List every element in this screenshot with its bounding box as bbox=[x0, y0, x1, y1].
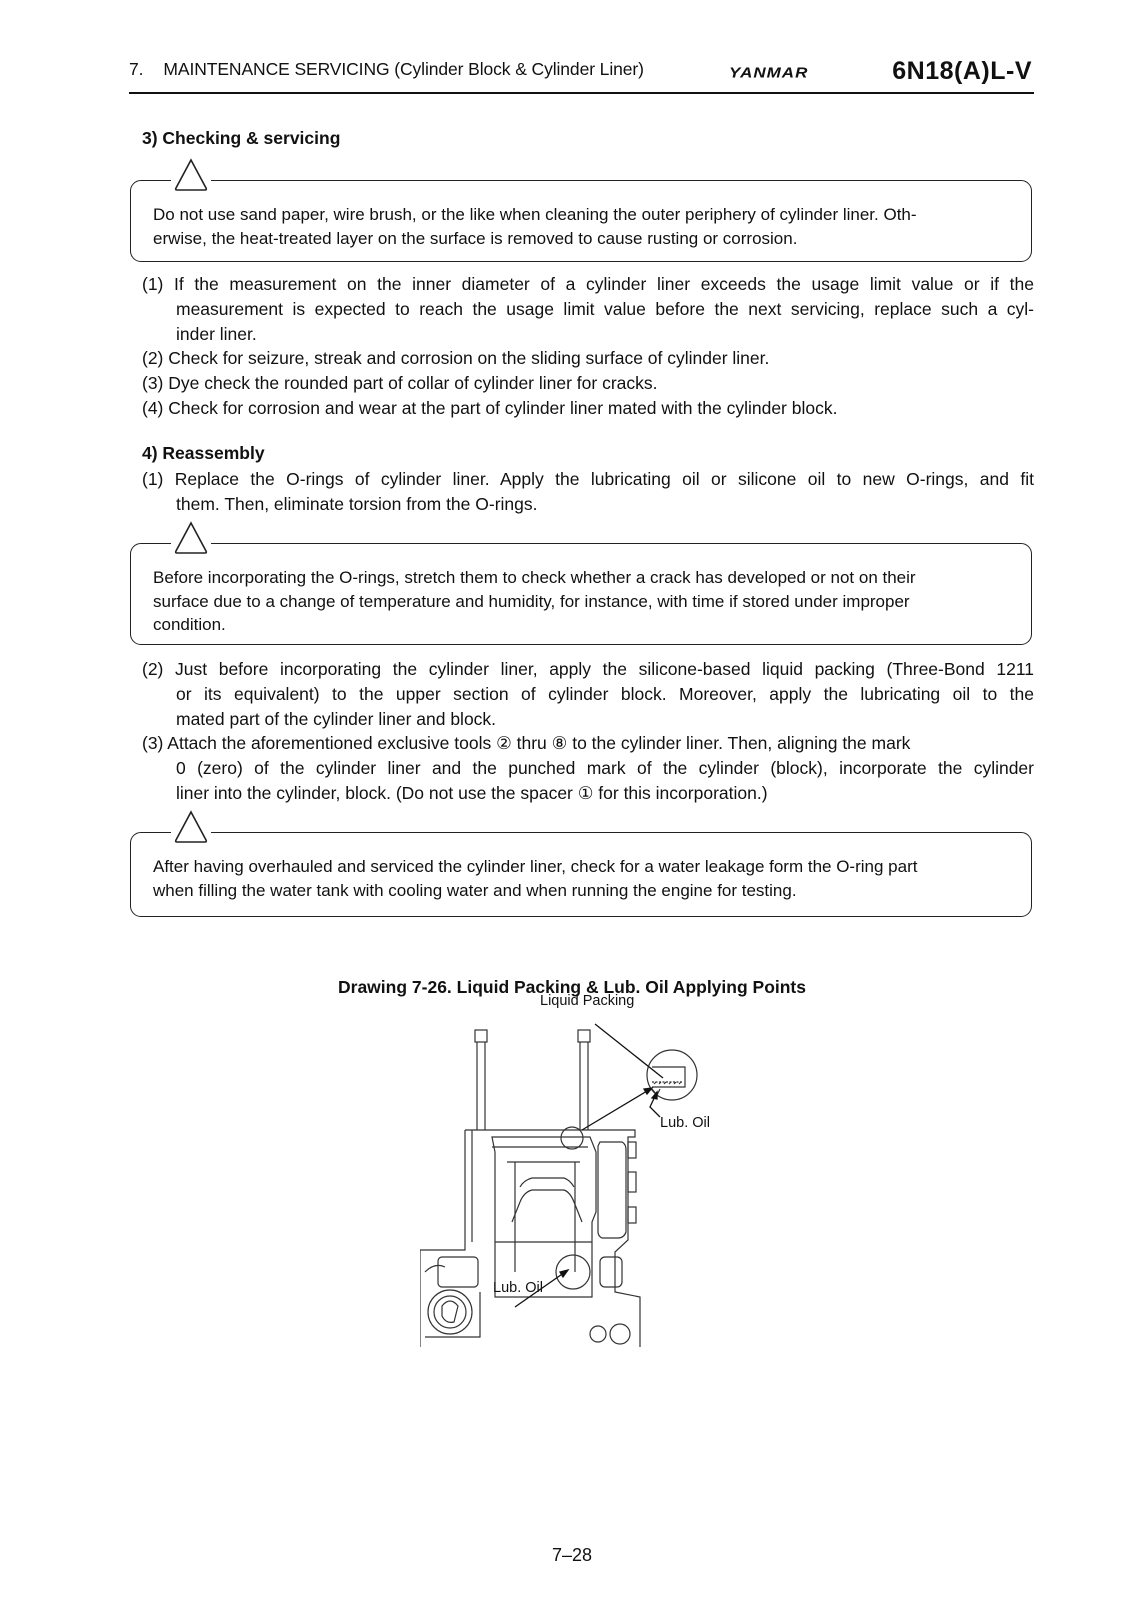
list-item bbox=[142, 272, 1034, 346]
caution-box bbox=[130, 180, 1032, 262]
cylinder-block-drawing bbox=[420, 993, 750, 1362]
list-item-line: (3) Attach the aforementioned exclusive tools ② thru ⑧ to the cylinder liner. Then, aligning the mark bbox=[142, 733, 911, 753]
list-item bbox=[142, 396, 1034, 421]
caution-line: condition. bbox=[153, 615, 226, 634]
cylinder-block-illustration bbox=[420, 1012, 750, 1362]
caution-text bbox=[153, 203, 1011, 250]
list-item-line: inder liner. bbox=[176, 323, 257, 344]
list-item bbox=[142, 346, 1034, 371]
section-title-reassembly: 4) Reassembly bbox=[142, 443, 265, 463]
caution-line: After having overhauled and serviced the cylinder liner, check for a water leakage form the O-ring part bbox=[153, 857, 918, 876]
list-item-line: measurement is expected to reach the usage limit value before the next servicing, replace such a cyl- bbox=[176, 298, 1034, 319]
model-name: 6N18(A)L-V bbox=[892, 57, 1032, 85]
stud-top bbox=[578, 1030, 590, 1042]
list-item bbox=[142, 371, 1034, 396]
checking-list bbox=[142, 272, 1034, 421]
caution-triangle-icon bbox=[171, 809, 211, 843]
list-item-line: (3) Dye check the rounded part of collar of cylinder liner for cracks. bbox=[142, 373, 658, 394]
reassembly-item-2 bbox=[142, 657, 1034, 731]
page-number: 7–28 bbox=[551, 1545, 593, 1565]
list-item-line: (2) Check for seizure, streak and corrosion on the sliding surface of cylinder liner. bbox=[142, 348, 770, 369]
figure-caption: Drawing 7-26. Liquid Packing & Lub. Oil Applying Points bbox=[338, 977, 806, 997]
label-lub-oil-lower: Lub. Oil bbox=[493, 1280, 543, 1296]
caution-box bbox=[130, 543, 1032, 645]
caution-text bbox=[153, 855, 1011, 902]
label-lub-oil-upper: Lub. Oil bbox=[660, 1115, 710, 1131]
list-item-line: (2) Just before incorporating the cylinder liner, apply the silicone-based liquid packing (Three-Bond 1211 bbox=[142, 659, 1034, 679]
caution-triangle-icon bbox=[171, 520, 211, 554]
caution-line: Before incorporating the O-rings, stretch them to check whether a crack has developed or not on their bbox=[153, 568, 916, 587]
caution-box bbox=[130, 832, 1032, 917]
caution-line: when filling the water tank with cooling water and when running the engine for testing. bbox=[153, 880, 797, 900]
reassembly-item-1 bbox=[142, 467, 1034, 517]
page-header bbox=[129, 58, 1034, 94]
list-item-line: 0 (zero) of the cylinder liner and the punched mark of the cylinder (block), incorporate the cylinder bbox=[176, 757, 1034, 778]
list-item-line: mated part of the cylinder liner and block. bbox=[176, 708, 497, 729]
brand-logo: YANMAR bbox=[729, 64, 809, 81]
section-title-checking: 3) Checking & servicing bbox=[142, 128, 341, 148]
caution-triangle-icon bbox=[171, 157, 211, 191]
list-item-line: (1) Replace the O-rings of cylinder liner. Apply the lubricating oil or silicone oil to new O-rings, and fit bbox=[142, 469, 1034, 489]
chapter-number: 7. bbox=[129, 59, 144, 79]
reassembly-item-3 bbox=[142, 731, 1034, 805]
magnify-arrow bbox=[582, 1088, 652, 1130]
list-item-line: them. Then, eliminate torsion from the O-rings. bbox=[176, 493, 538, 514]
caution-line: erwise, the heat-treated layer on the surface is removed to cause rusting or corrosion. bbox=[153, 228, 798, 248]
chapter-heading bbox=[129, 59, 644, 80]
caution-line: surface due to a change of temperature and humidity, for instance, with time if stored under improper bbox=[153, 591, 910, 611]
list-item-line: (1) If the measurement on the inner diameter of a cylinder liner exceeds the usage limit value or if the bbox=[142, 274, 1034, 294]
chapter-title: MAINTENANCE SERVICING bbox=[163, 59, 390, 79]
list-item-line: or its equivalent) to the upper section of cylinder block. Moreover, apply the lubricating oil to the bbox=[176, 683, 1034, 704]
label-liquid-packing: Liquid Packing bbox=[540, 993, 635, 1009]
stud-top bbox=[475, 1030, 487, 1042]
caution-text bbox=[153, 566, 1011, 637]
list-item-line: liner into the cylinder, block. (Do not use the spacer ① for this incorporation.) bbox=[176, 782, 768, 803]
caution-line: Do not use sand paper, wire brush, or the like when cleaning the outer periphery of cylinder liner. Oth- bbox=[153, 205, 917, 224]
list-item-line: (4) Check for corrosion and wear at the part of cylinder liner mated with the cylinder block. bbox=[142, 397, 838, 418]
chapter-subtitle: (Cylinder Block & Cylinder Liner) bbox=[394, 59, 644, 79]
liquid-packing-leader bbox=[595, 1024, 663, 1078]
